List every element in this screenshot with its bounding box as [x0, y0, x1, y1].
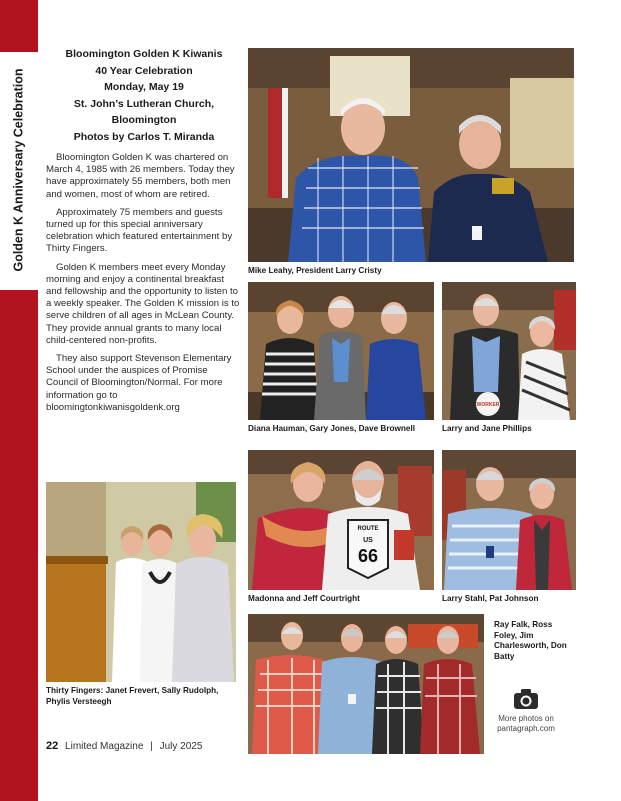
sidebar-title-text: Golden K Anniversary Celebration	[12, 68, 26, 272]
header-date: Monday, May 19	[104, 81, 184, 93]
photo-courtright-image	[248, 450, 434, 590]
caption-leahy-cristy: Mike Leahy, President Larry Cristy	[248, 266, 382, 275]
worker-badge-text: WORKER	[476, 402, 500, 408]
more-photos-link[interactable]: pantagraph.com	[497, 724, 555, 733]
photo-stahl-johnson	[442, 450, 576, 590]
shirt-us-text: US	[363, 537, 373, 544]
photo-leahy-cristy	[248, 48, 574, 262]
footer-separator: |	[150, 741, 153, 752]
article-header	[46, 46, 242, 145]
photo-leahy-cristy-image	[248, 48, 574, 262]
paragraph-4: They also support Stevenson Elementary School under the auspices of Promise Council of Bloomington/Normal. For more information go to bloomingtonkiwanisgoldenk.org	[46, 353, 232, 413]
sidebar	[0, 0, 38, 801]
header-venue: St. John’s Lutheran Church,	[73, 97, 215, 110]
header-city: Bloomington	[111, 114, 177, 126]
paragraph-3: Golden K members meet every Monday morning and enjoy a continental breakfast and fellowship and the opportunity to listen to a weekly speaker. The Golden K mission is to serve children of all ages in McLean County. They provide annual grants to many local child-centered non-profits.	[46, 261, 240, 346]
photo-phillips-image	[442, 282, 576, 420]
shirt-66-text: 66	[357, 546, 379, 566]
header-credit: Photos by Carlos T. Miranda	[73, 130, 215, 143]
paragraph-1: Bloomington Golden K was chartered on March 4, 1985 with 26 members. Today they have approximately 55 members, both men and women, most of whom are retired.	[46, 152, 235, 200]
photo-hauman-jones-brownell-image	[248, 282, 434, 420]
photo-courtright	[248, 450, 434, 590]
photo-stahl-johnson-image	[442, 450, 576, 590]
photo-falk-foley-charlesworth-batty	[248, 614, 484, 754]
shirt-route-text: ROUTE	[357, 526, 379, 532]
caption-four-men: Ray Falk, Ross Foley, Jim Charlesworth, Don Batty	[494, 620, 567, 661]
caption-phillips: Larry and Jane Phillips	[442, 424, 532, 433]
more-photos-line1: More photos on	[498, 714, 554, 723]
caption-hauman-jones-brownell: Diana Hauman, Gary Jones, Dave Brownell	[248, 424, 415, 433]
caption-stahl-johnson: Larry Stahl, Pat Johnson	[442, 594, 539, 603]
photo-thirty-fingers-image	[46, 482, 236, 682]
camera-icon	[513, 688, 539, 710]
sidebar-title	[0, 60, 38, 280]
header-event: 40 Year Celebration	[95, 64, 193, 77]
magazine-name: Limited Magazine	[65, 741, 144, 752]
article-body	[46, 152, 240, 420]
sidebar-accent-bottom	[0, 290, 38, 801]
page-footer	[46, 740, 202, 752]
more-photos-block[interactable]	[494, 688, 558, 734]
header-org: Bloomington Golden K Kiwanis	[65, 48, 223, 60]
page-number: 22	[46, 740, 59, 752]
photo-four-men-image	[248, 614, 484, 754]
issue-date: July 2025	[159, 741, 203, 752]
photo-thirty-fingers	[46, 482, 236, 682]
caption-thirty-fingers: Thirty Fingers: Janet Frevert, Sally Rudolph, Phylis Versteegh	[46, 686, 219, 706]
caption-courtright: Madonna and Jeff Courtright	[248, 594, 360, 603]
sidebar-accent-top	[0, 0, 38, 52]
paragraph-2: Approximately 75 members and guests turned up for this special anniversary celebration which featured entertainment by Thirty Fingers.	[46, 206, 233, 255]
photo-phillips	[442, 282, 576, 420]
photo-hauman-jones-brownell	[248, 282, 434, 420]
